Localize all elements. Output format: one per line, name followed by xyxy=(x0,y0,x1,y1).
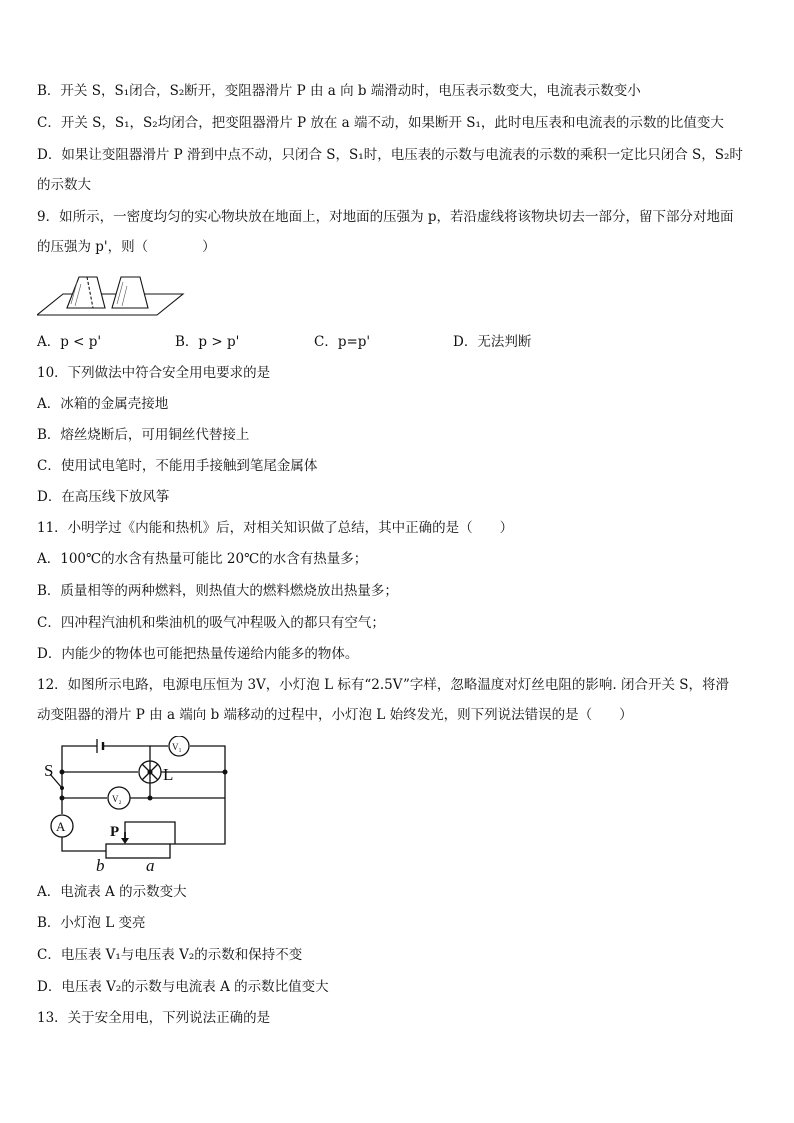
q11-option-a: A．100℃的水含有热量可能比 20℃的水含有热量多； xyxy=(37,551,368,567)
q12-option-d: D．电压表 V₂的示数与电流表 A 的示数比值变大 xyxy=(37,979,329,995)
q10-option-d: D．在高压线下放风筝 xyxy=(37,489,170,505)
v1-label: V₁ xyxy=(172,742,182,752)
q10-option-c: C．使用试电笔时，不能用手接触到笔尾金属体 xyxy=(37,458,318,474)
q9-stem-line1: 9．如所示，一密度均匀的实心物块放在地面上，对地面的压强为 p，若沿虚线将该物块切去一部分，留下部分对地面 xyxy=(37,209,734,225)
q11-stem: 11．小明学过《内能和热机》后，对相关知识做了总结，其中正确的是（ ） xyxy=(37,520,514,536)
end-a-label: a xyxy=(146,856,155,874)
q8-option-d-line1: D．如果让变阻器滑片 P 滑到中点不动，只闭合 S，S₁时，电压表的示数与电流表的示数的乘积一定比只闭合 S，S₂时 xyxy=(37,147,743,163)
q10-option-a: A．冰箱的金属壳接地 xyxy=(37,396,169,412)
switch-label: S xyxy=(44,761,54,780)
q8-option-d-line2: 的示数大 xyxy=(37,177,91,193)
q11-option-c: C．四冲程汽油机和柴油机的吸气冲程吸入的都只有空气； xyxy=(37,615,385,631)
q9-option-b: B．p > p' xyxy=(175,334,240,350)
q8-option-c: C．开关 S，S₁，S₂均闭合，把变阻器滑片 P 放在 a 端不动，如果断开 S₁，此时电压表和电流表的示数的比值变大 xyxy=(37,115,724,131)
q12-option-a: A．电流表 A 的示数变大 xyxy=(37,884,187,900)
q9-option-c: C．p=p' xyxy=(314,334,371,350)
q9-block-figure xyxy=(37,268,187,320)
q13-stem: 13．关于安全用电，下列说法正确的是 xyxy=(37,1010,271,1026)
lamp-label: L xyxy=(163,765,174,784)
end-b-label: b xyxy=(96,856,105,874)
q9-stem-line2: 的压强为 p'，则（ ） xyxy=(37,239,216,255)
q9-option-a: A．p < p' xyxy=(37,334,102,350)
q8-option-b: B．开关 S，S₁闭合，S₂断开，变阻器滑片 P 由 a 向 b 端滑动时，电压表示数变大，电流表示数变小 xyxy=(37,83,641,99)
ammeter-label: A xyxy=(56,819,66,834)
q10-stem: 10．下列做法中符合安全用电要求的是 xyxy=(37,365,271,381)
slider-label: P xyxy=(110,824,120,840)
q12-option-c: C．电压表 V₁与电压表 V₂的示数和保持不变 xyxy=(37,947,303,963)
q11-option-b: B．质量相等的两种燃料，则热值大的燃料燃烧放出热量多； xyxy=(37,583,398,599)
q12-stem-line1: 12．如图所示电路，电源电压恒为 3V，小灯泡 L 标有“2.5V”字样，忽略温度对灯丝电阻的影响. 闭合开关 S，将滑 xyxy=(37,677,729,693)
q10-option-b: B．熔丝烧断后，可用铜丝代替接上 xyxy=(37,427,250,443)
q12-circuit-diagram xyxy=(40,736,240,874)
rheostat-symbol xyxy=(106,844,170,858)
q12-stem-line2: 动变阻器的滑片 P 由 a 端向 b 端移动的过程中，小灯泡 L 始终发光，则下列说法错误的是（ ） xyxy=(37,707,633,723)
q9-option-d: D．无法判断 xyxy=(453,334,532,350)
q11-option-d: D．内能少的物体也可能把热量传递给内能多的物体。 xyxy=(37,646,359,662)
v2-label: V₂ xyxy=(112,794,122,804)
q12-option-b: B．小灯泡 L 变亮 xyxy=(37,915,146,931)
